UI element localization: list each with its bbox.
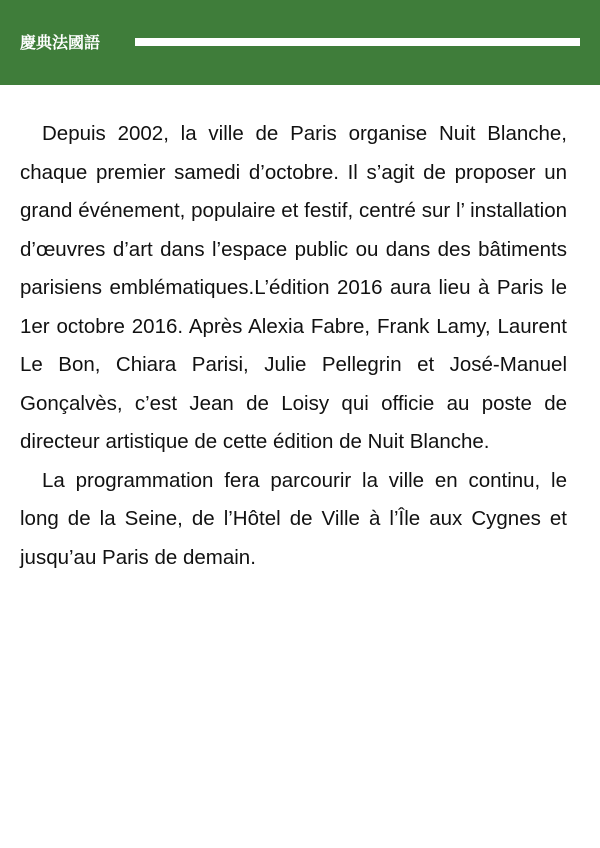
header-title: 慶典法國語 — [20, 33, 101, 52]
paragraph-1: Depuis 2002, la ville de Paris organise Nuit Blanche, chaque premier samedi d’octobre. Il s’agit de proposer un grand événement, populaire et festif, centré sur l’ installation d’œuvres d’art dans l’espace public ou dans des bâtiments parisiens emblématiques.L’édition 2016 aura lieu à Paris le 1er octobre 2016. Après Alexia Fabre, Frank Lamy, Laurent Le Bon, Chiara Parisi, Julie Pellegrin et José-Manuel Gonçalvès, c’est Jean de Loisy qui officie au poste de directeur artistique de cette édition de Nuit Blanche. — [20, 122, 567, 453]
header-banner — [0, 0, 600, 85]
paragraph-2: La programmation fera parcourir la ville en continu, le long de la Seine, de l’Hôtel de Ville à l’Île aux Cygnes et jusqu’au Paris de demain. — [20, 468, 567, 569]
article-body — [20, 115, 567, 577]
header-divider — [135, 38, 580, 46]
